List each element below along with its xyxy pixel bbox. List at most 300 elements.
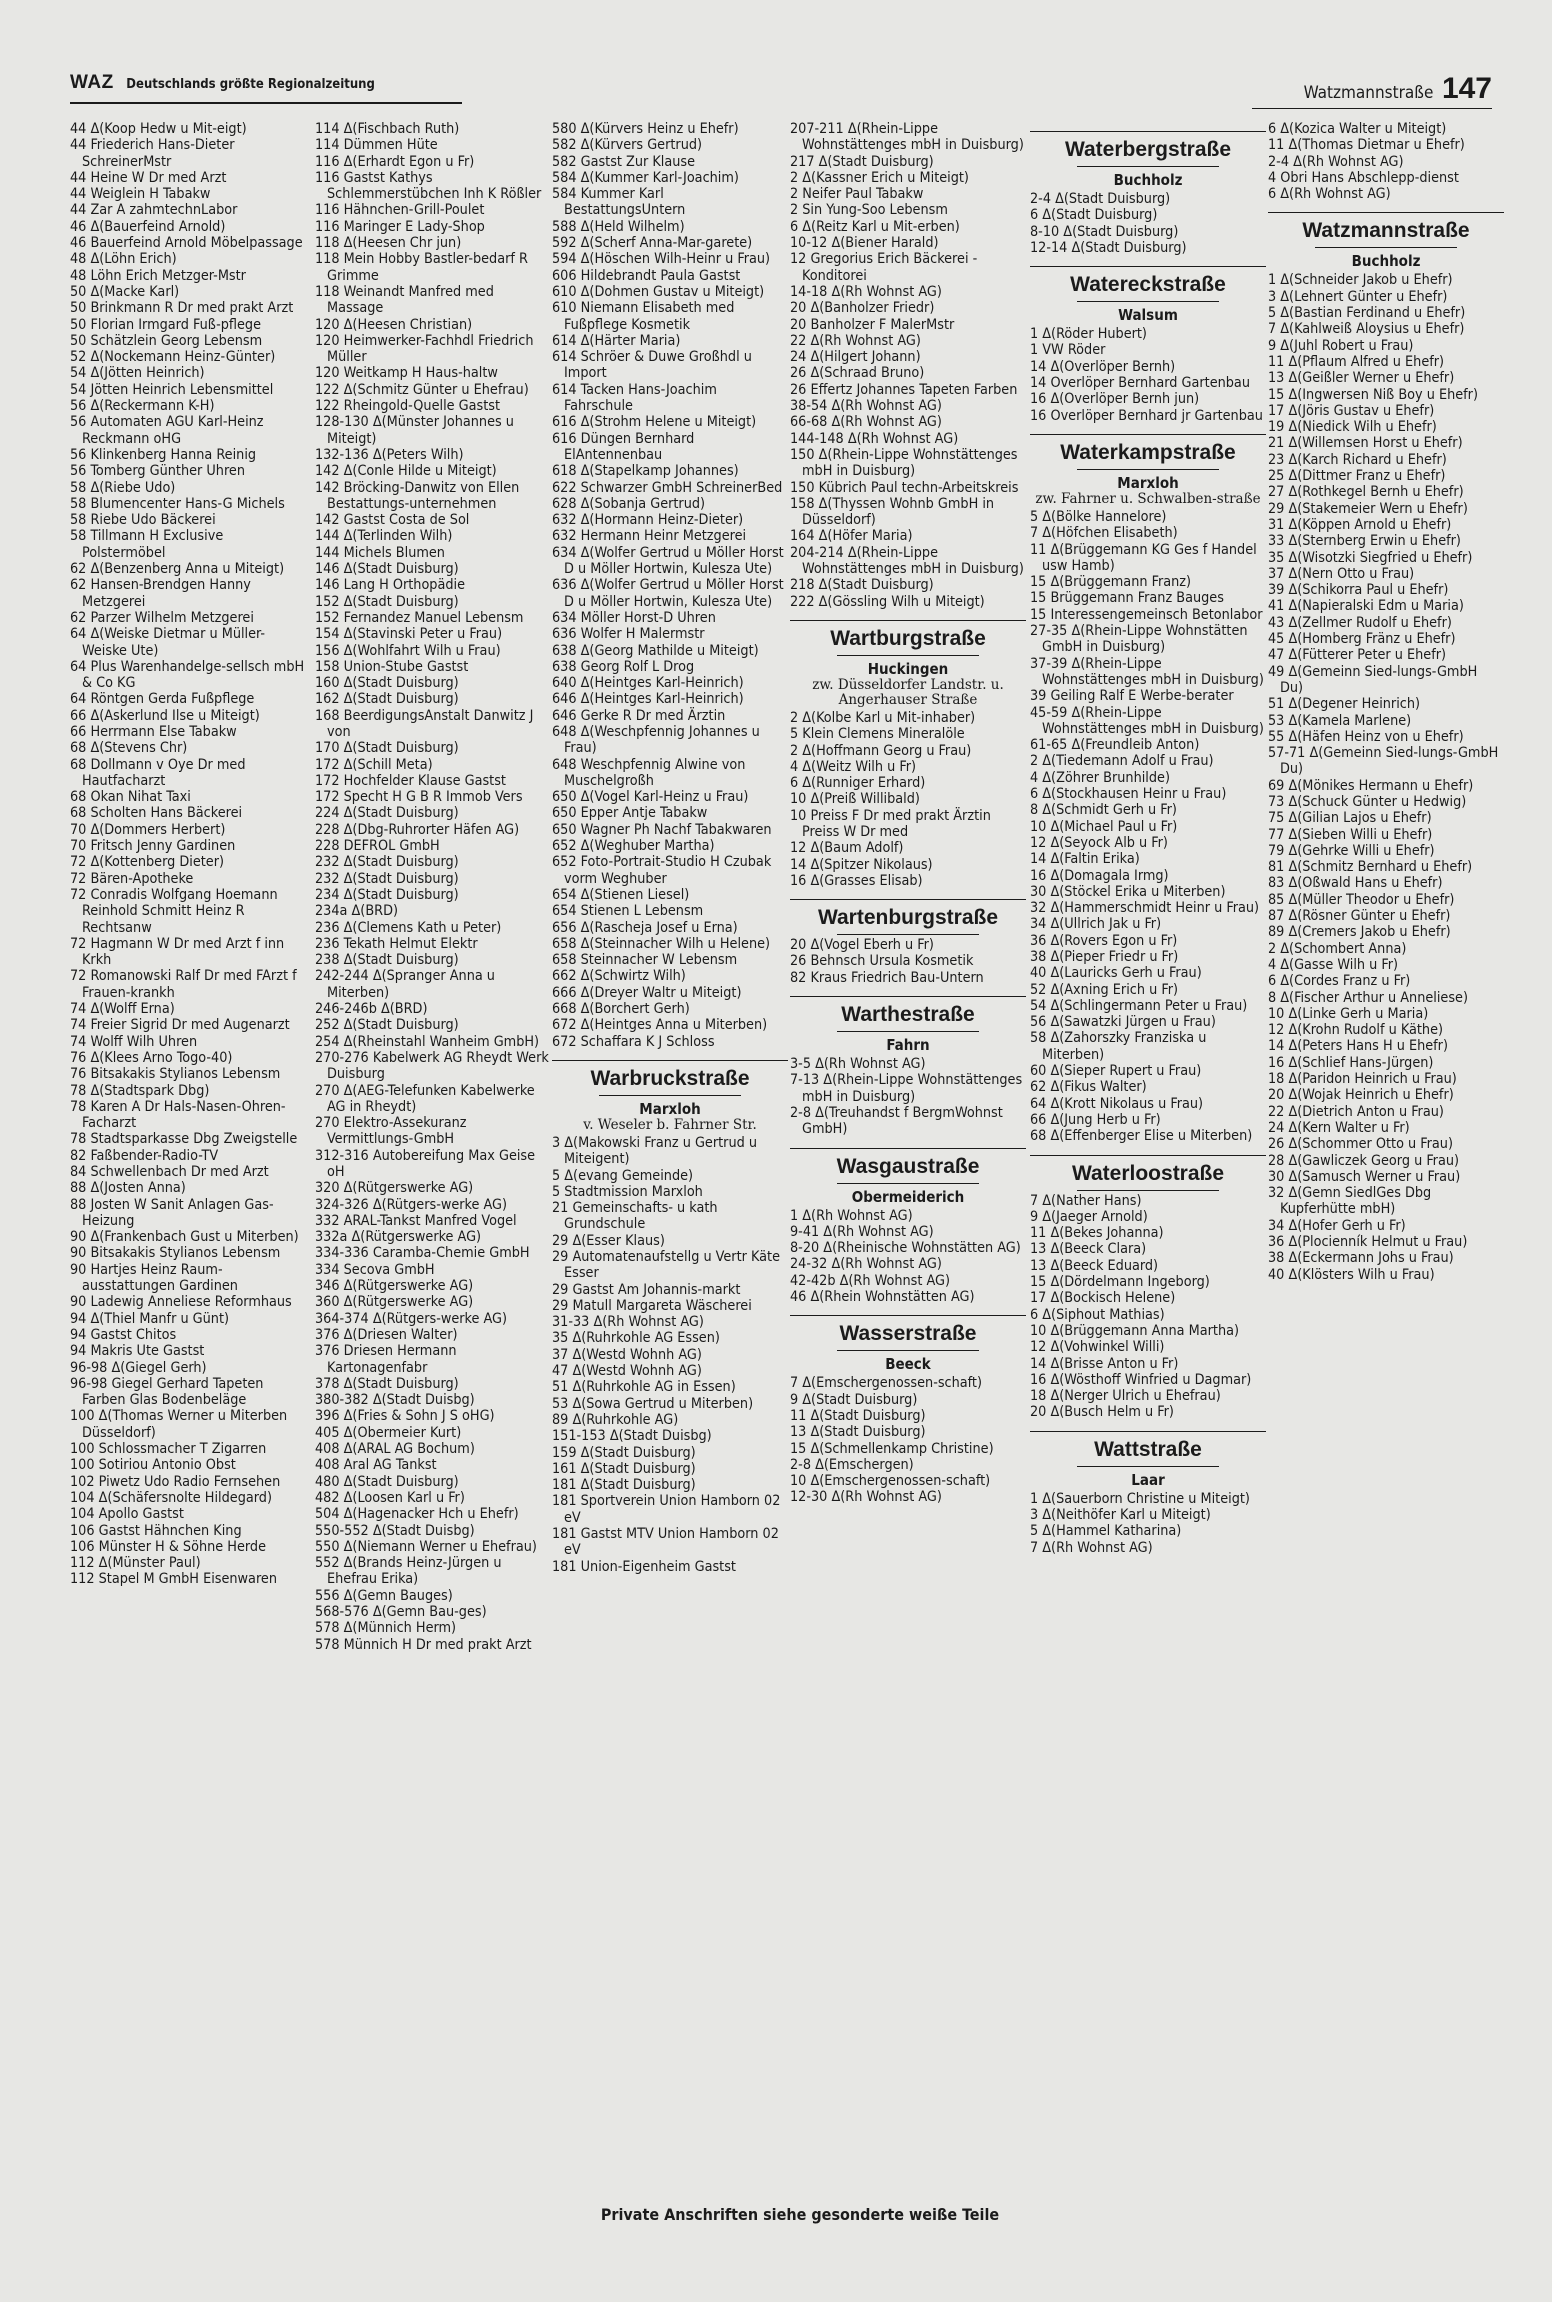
directory-entry: 35 Δ(Ruhrkohle AG Essen) [552, 1330, 720, 1347]
directory-entry: 64 Röntgen Gerda Fußpflege [70, 691, 255, 708]
directory-entry: 27 Δ(Rothkegel Bernh u Ehefr) [1268, 484, 1464, 501]
directory-entry: 234 Δ(Stadt Duisburg) [315, 886, 459, 903]
directory-entry: 12 Δ(Vohwinkel Willi) [1030, 1339, 1165, 1356]
directory-entry: 618 Δ(Stapelkamp Johannes) [552, 463, 739, 480]
directory-entry: 51 Δ(Degener Heinrich) [1268, 696, 1421, 713]
directory-entry: 646 Gerke R Dr med Ärztin [552, 707, 726, 724]
directory-entry: 15 Δ(Ingwersen Niß Boy u Ehefr) [1268, 386, 1478, 403]
directory-entry: 24 Δ(Hilgert Johann) [790, 349, 921, 366]
directory-entry: 2-8 Δ(Emschergen) [790, 1456, 914, 1473]
directory-entry: 87 Δ(Rösner Günter u Ehefr) [1268, 908, 1451, 925]
directory-entry: 242-244 Δ(Spranger Anna u Miterben) [315, 968, 495, 1001]
directory-entry: 650 Epper Antje Tabakw [552, 805, 708, 822]
directory-entry: 14 Δ(Peters Hans H u Ehefr) [1268, 1038, 1448, 1055]
directory-entry: 46 Δ(Bauerfeind Arnold) [70, 218, 226, 235]
column-3 [552, 121, 788, 1575]
directory-entry: 4 Δ(Gasse Wilh u Fr) [1268, 956, 1399, 973]
street-name: Waterbergstraße [1030, 131, 1266, 167]
directory-entry: 161 Δ(Stadt Duisburg) [552, 1460, 696, 1477]
directory-entry: 232 Δ(Stadt Duisburg) [315, 870, 459, 887]
directory-entry: 376 Δ(Driesen Walter) [315, 1326, 458, 1343]
directory-entry: 66-68 Δ(Rh Wohnst AG) [790, 414, 942, 431]
directory-entry: 70 Δ(Dommers Herbert) [70, 821, 226, 838]
directory-entry: 5 Δ(Bölke Hannelore) [1030, 508, 1167, 525]
directory-entry: 556 Δ(Gemn Bauges) [315, 1587, 453, 1604]
directory-entry: 312-316 Autobereifung Max Geise oH [315, 1147, 536, 1180]
directory-entry: 142 Bröcking-Danwitz von Ellen Bestattungs-unternehmen [315, 479, 520, 512]
directory-entry: 34 Δ(Ullrich Jak u Fr) [1030, 916, 1162, 933]
directory-entry: 116 Gastst Kathys Schlemmerstübchen Inh K Rößler [315, 169, 542, 203]
directory-entry: 5 Δ(Bastian Ferdinand u Ehefr) [1268, 305, 1466, 322]
directory-entry: 652 Foto-Portrait-Studio H Czubak vorm Weghuber [552, 854, 772, 887]
directory-entry: 114 Dümmen Hüte [315, 137, 438, 154]
directory-entry: 628 Δ(Sobanja Gertrud) [552, 495, 706, 512]
directory-entry: 32 Δ(Hammerschmidt Heinr u Frau) [1030, 900, 1260, 917]
directory-entry: 20 Δ(Vogel Eberh u Fr) [790, 937, 934, 954]
directory-entry: 12 Δ(Seyock Alb u Fr) [1030, 834, 1168, 851]
directory-entry: 94 Δ(Thiel Manfr u Günt) [70, 1310, 230, 1327]
directory-entry: 16 Overlöper Bernhard jr Gartenbau [1030, 407, 1263, 424]
directory-entry: 53 Δ(Kamela Marlene) [1268, 712, 1412, 729]
directory-entry: 646 Δ(Heintges Karl-Heinrich) [552, 691, 744, 708]
street-heading [1030, 1155, 1266, 1191]
directory-entry: 37-39 Δ(Rhein-Lippe Wohnstättenges mbH in Duisburg) [1030, 655, 1264, 688]
directory-entry: 228 Δ(Dbg-Ruhrorter Häfen AG) [315, 821, 520, 838]
directory-entry: 156 Δ(Wohlfahrt Wilh u Frau) [315, 642, 501, 659]
directory-entry: 672 Schaffara K J Schloss [552, 1033, 715, 1050]
directory-entry: 11 Δ(Bekes Johanna) [1030, 1225, 1164, 1242]
directory-entry: 652 Δ(Weghuber Martha) [552, 838, 715, 855]
district-name: Marxloh [639, 1099, 701, 1118]
directory-entry: 54 Δ(Jötten Heinrich) [70, 365, 205, 382]
column-6 [1268, 121, 1504, 1283]
directory-entry: 228 DEFROL GmbH [315, 838, 440, 855]
directory-entry: 15 Δ(Schmellenkamp Christine) [790, 1440, 994, 1457]
district-name: Buchholz [1351, 252, 1421, 271]
directory-entry: 14 Δ(Spitzer Nikolaus) [790, 856, 933, 873]
directory-entry: 181 Δ(Stadt Duisburg) [552, 1477, 696, 1494]
directory-entry: 132-136 Δ(Peters Wilh) [315, 446, 464, 463]
directory-entry: 2 Δ(Schombert Anna) [1268, 940, 1407, 957]
directory-entry: 376 Driesen Hermann Kartonagenfabr [315, 1343, 457, 1376]
directory-entry: 14-18 Δ(Rh Wohnst AG) [790, 283, 942, 300]
directory-entry: 70 Fritsch Jenny Gardinen [70, 838, 236, 855]
directory-entry: 62 Parzer Wilhelm Metzgerei [70, 609, 254, 626]
directory-entry: 29 Δ(Stakemeier Wern u Ehefr) [1268, 500, 1468, 517]
directory-entry: 90 Hartjes Heinz Raum-ausstattungen Gardinen [70, 1261, 238, 1295]
directory-entry: 12-14 Δ(Stadt Duisburg) [1030, 239, 1187, 256]
directory-entry: 82 Faßbender-Radio-TV [70, 1147, 219, 1164]
directory-entry: 8 Δ(Schmidt Gerh u Fr) [1030, 802, 1177, 819]
directory-entry: 25 Δ(Dittmer Franz u Ehefr) [1268, 468, 1446, 485]
directory-entry: 104 Apollo Gastst [70, 1506, 184, 1523]
directory-entry: 75 Δ(Gilian Lajos u Ehefr) [1268, 810, 1432, 827]
directory-entry: 638 Georg Rolf L Drog [552, 658, 695, 675]
directory-entry: 12 Δ(Krohn Rudolf u Käthe) [1268, 1022, 1444, 1039]
street-heading [790, 620, 1026, 708]
directory-entry: 650 Δ(Vogel Karl-Heinz u Frau) [552, 789, 749, 806]
directory-entry: 13 Δ(Beeck Eduard) [1030, 1257, 1159, 1274]
directory-entry: 270-276 Kabelwerk AG Rheydt Werk Duisburg [315, 1049, 549, 1083]
directory-entry: 648 Δ(Weschpfennig Johannes u Frau) [552, 723, 760, 757]
directory-entry: 39 Δ(Schikorra Paul u Ehefr) [1268, 582, 1449, 599]
directory-entry: 69 Δ(Mönikes Hermann u Ehefr) [1268, 777, 1474, 794]
directory-entry: 6 Δ(Reitz Karl u Mit-erben) [790, 218, 960, 235]
street-name: Wartenburgstraße [790, 899, 1026, 935]
directory-entry: 84 Schwellenbach Dr med Arzt [70, 1164, 269, 1180]
directory-entry: 17 Δ(Jöris Gustav u Ehefr) [1268, 402, 1435, 419]
directory-entry: 100 Δ(Thomas Werner u Miterben Düsseldorf) [70, 1408, 288, 1441]
directory-entry: 89 Δ(Ruhrkohle AG) [552, 1411, 679, 1428]
directory-entry: 68 Dollmann v Oye Dr med Hautfacharzt [70, 756, 246, 789]
directory-entry: 246-246b Δ(BRD) [315, 1001, 428, 1018]
directory-entry: 6 Δ(Runniger Erhard) [790, 775, 926, 792]
street-heading [1030, 266, 1266, 324]
directory-entry: 146 Δ(Stadt Duisburg) [315, 561, 459, 578]
directory-entry: 578 Münnich H Dr med prakt Arzt [315, 1636, 532, 1653]
directory-entry: 550 Δ(Niemann Werner u Ehefrau) [315, 1538, 537, 1555]
directory-entry: 15 Δ(Brüggemann Franz) [1030, 574, 1192, 591]
directory-entry: 46 Bauerfeind Arnold Möbelpassage [70, 235, 303, 252]
directory-entry: 14 Δ(Overlöper Bernh) [1030, 358, 1176, 375]
street-heading [790, 1148, 1026, 1206]
directory-entry: 594 Δ(Höschen Wilh-Heinr u Frau) [552, 251, 771, 268]
masthead-slogan: Deutschlands größte Regionalzeitung [126, 77, 375, 92]
directory-entry: 632 Δ(Hormann Heinz-Dieter) [552, 512, 744, 529]
directory-entry: 378 Δ(Stadt Duisburg) [315, 1375, 459, 1392]
directory-entry: 654 Δ(Stienen Liesel) [552, 886, 690, 903]
directory-entry: 90 Bitsakakis Stylianos Lebensm [70, 1245, 281, 1262]
directory-entry: 622 Schwarzer GmbH SchreinerBed [552, 479, 783, 496]
directory-entry: 5 Stadtmission Marxloh [552, 1183, 703, 1200]
directory-entry: 162 Δ(Stadt Duisburg) [315, 691, 459, 708]
directory-entry: 26 Effertz Johannes Tapeten Farben [790, 381, 1018, 398]
directory-entry: 3 Δ(Lehnert Günter u Ehefr) [1268, 288, 1448, 305]
directory-entry: 30 Δ(Stöckel Erika u Miterben) [1030, 883, 1226, 900]
directory-entry: 56 Automaten AGU Karl-Heinz Reckmann oHG [70, 414, 264, 447]
directory-entry: 552 Δ(Brands Heinz-Jürgen u Ehefrau Erika) [315, 1555, 502, 1588]
directory-entry: 122 Rheingold-Quelle Gastst [315, 398, 500, 415]
directory-entry: 27-35 Δ(Rhein-Lippe Wohnstätten GmbH in Duisburg) [1030, 623, 1248, 656]
directory-entry: 74 Wolff Wilh Uhren [70, 1033, 198, 1050]
directory-entry: 218 Δ(Stadt Duisburg) [790, 577, 934, 594]
column-2 [315, 121, 551, 1653]
directory-entry: 18 Δ(Paridon Heinrich u Frau) [1268, 1071, 1457, 1088]
directory-entry: 20 Δ(Busch Helm u Fr) [1030, 1404, 1174, 1421]
column-5 [1030, 121, 1266, 1556]
directory-entry: 5 Δ(evang Gemeinde) [552, 1167, 694, 1184]
directory-entry: 648 Weschpfennig Alwine von Muschelgroßh [552, 756, 746, 789]
directory-entry: 43 Δ(Zellmer Rudolf u Ehefr) [1268, 614, 1452, 631]
directory-entry: 42-42b Δ(Rh Wohnst AG) [790, 1272, 951, 1289]
directory-entry: 10 Δ(Brüggemann Anna Martha) [1030, 1322, 1240, 1339]
street-name: Warbruckstraße [552, 1060, 788, 1096]
directory-entry: 1 VW Röder [1030, 342, 1106, 359]
directory-entry: 58 Riebe Udo Bäckerei [70, 512, 216, 529]
directory-entry: 50 Florian Irmgard Fuß-pflege [70, 316, 262, 333]
directory-entry: 254 Δ(Rheinstahl Wanheim GmbH) [315, 1033, 540, 1050]
directory-entry: 614 Δ(Härter Maria) [552, 332, 681, 349]
directory-entry: 118 Mein Hobby Bastler-bedarf R Grimme [315, 251, 528, 284]
directory-entry: 10 Preiss F Dr med prakt Ärztin Preiss W Dr med [790, 807, 991, 840]
directory-entry: 656 Δ(Rascheja Josef u Erna) [552, 919, 738, 936]
directory-entry: 238 Δ(Stadt Duisburg) [315, 952, 459, 969]
directory-entry: 94 Makris Ute Gastst [70, 1343, 205, 1360]
directory-entry: 616 Düngen Bernhard ElAntennenbau [552, 430, 695, 463]
directory-entry: 53 Δ(Sowa Gertrud u Miterben) [552, 1395, 754, 1412]
directory-entry: 650 Wagner Ph Nachf Tabakwaren [552, 821, 772, 838]
directory-entry: 82 Kraus Friedrich Bau-Untern [790, 969, 984, 986]
directory-entry: 44 Zar A zahmtechnLabor [70, 202, 238, 219]
directory-entry: 224 Δ(Stadt Duisburg) [315, 805, 459, 822]
directory-entry: 21 Δ(Willemsen Horst u Ehefr) [1268, 435, 1463, 452]
directory-entry: 122 Δ(Schmitz Günter u Ehefrau) [315, 381, 529, 398]
directory-entry: 22 Δ(Rh Wohnst AG) [790, 332, 921, 349]
directory-entry: 120 Heimwerker-Fachhdl Friedrich Müller [315, 332, 534, 366]
directory-entry: 606 Hildebrandt Paula Gastst [552, 267, 741, 284]
directory-entry: 634 Möller Horst-D Uhren [552, 609, 716, 626]
district-name: Laar [1131, 1470, 1165, 1489]
street-heading [790, 996, 1026, 1054]
directory-entry: 10 Δ(Preiß Willibald) [790, 791, 920, 808]
directory-entry: 142 Gastst Costa de Sol [315, 512, 470, 529]
masthead [70, 72, 462, 104]
directory-entry: 73 Δ(Schuck Günter u Hedwig) [1268, 793, 1467, 810]
directory-entry: 154 Δ(Stavinski Peter u Frau) [315, 626, 503, 643]
directory-entry: 12 Δ(Baum Adolf) [790, 840, 904, 857]
directory-entry: 3 Δ(Makowski Franz u Gertrud u Miteigent) [552, 1134, 758, 1168]
directory-entry: 62 Hansen-Brendgen Hanny Metzgerei [70, 577, 251, 610]
directory-entry: 48 Δ(Löhn Erich) [70, 251, 177, 268]
directory-entry: 38 Δ(Pieper Friedr u Fr) [1030, 948, 1179, 965]
directory-entry: 112 Δ(Münster Paul) [70, 1555, 201, 1572]
directory-entry: 152 Fernandez Manuel Lebensm [315, 609, 524, 626]
street-heading [790, 899, 1026, 935]
directory-entry: 181 Gastst MTV Union Hamborn 02 eV [552, 1526, 779, 1559]
directory-entry: 160 Δ(Stadt Duisburg) [315, 675, 459, 692]
directory-entry: 66 Δ(Askerlund Ilse u Miteigt) [70, 707, 260, 724]
street-heading [1030, 131, 1266, 189]
directory-entry: 5 Δ(Hammel Katharina) [1030, 1523, 1182, 1540]
directory-entry: 26 Δ(Schraad Bruno) [790, 365, 925, 382]
directory-entry: 106 Gastst Hähnchen King [70, 1522, 242, 1539]
directory-entry: 14 Δ(Faltin Erika) [1030, 851, 1140, 868]
directory-entry: 170 Δ(Stadt Duisburg) [315, 740, 459, 757]
directory-entry: 29 Matull Margareta Wäscherei [552, 1297, 752, 1314]
directory-entry: 28 Δ(Gawliczek Georg u Frau) [1268, 1152, 1460, 1169]
directory-entry: 90 Δ(Frankenbach Gust u Miterben) [70, 1229, 299, 1246]
directory-entry: 96-98 Δ(Giegel Gerh) [70, 1359, 207, 1376]
directory-entry: 672 Δ(Heintges Anna u Miterben) [552, 1017, 768, 1034]
directory-entry: 24 Δ(Kern Walter u Fr) [1268, 1119, 1410, 1136]
column-1 [70, 121, 306, 1588]
directory-entry: 234a Δ(BRD) [315, 903, 399, 920]
directory-entry: 8-10 Δ(Stadt Duisburg) [1030, 223, 1179, 240]
directory-entry: 636 Wolfer H Malermstr [552, 626, 705, 643]
directory-entry: 76 Bitsakakis Stylianos Lebensm [70, 1066, 281, 1083]
directory-entry: 568-576 Δ(Gemn Bau-ges) [315, 1604, 487, 1621]
directory-entry: 150 Kübrich Paul techn-Arbeitskreis [790, 479, 1019, 496]
directory-entry: 5 Klein Clemens Mineralöle [790, 726, 965, 743]
directory-entry: 15 Brüggemann Franz Bauges [1030, 590, 1224, 607]
directory-entry: 32 Δ(Gemn SiedlGes Dbg Kupferhütte mbH) [1268, 1185, 1432, 1218]
directory-entry: 12 Gregorius Erich Bäckerei - Konditorei [790, 251, 978, 284]
directory-entry: 6 Δ(Cordes Franz u Fr) [1268, 973, 1411, 990]
directory-entry: 504 Δ(Hagenacker Hch u Ehefr) [315, 1506, 519, 1523]
street-name: Wattstraße [1030, 1431, 1266, 1467]
directory-entry: 11 Δ(Stadt Duisburg) [790, 1407, 926, 1424]
directory-entry: 181 Union-Eigenheim Gastst [552, 1558, 736, 1575]
directory-entry: 482 Δ(Loosen Karl u Fr) [315, 1489, 465, 1506]
directory-entry: 550-552 Δ(Stadt Duisbg) [315, 1522, 475, 1539]
directory-entry: 14 Overlöper Bernhard Gartenbau [1030, 375, 1250, 392]
directory-entry: 114 Δ(Fischbach Ruth) [315, 121, 460, 137]
directory-entry: 584 Δ(Kummer Karl-Joachim) [552, 169, 739, 186]
street-name: Wasserstraße [790, 1315, 1026, 1351]
directory-entry: 7 Δ(Emschergenossen-schaft) [790, 1375, 982, 1392]
masthead-brand: WAZ [70, 72, 114, 93]
directory-entry: 582 Gastst Zur Klause [552, 153, 696, 170]
directory-entry: 56 Tomberg Günther Uhren [70, 463, 246, 480]
directory-entry: 62 Δ(Benzenberg Anna u Miteigt) [70, 561, 285, 578]
directory-entry: 44 Weiglein H Tabakw [70, 186, 211, 203]
directory-entry: 12-30 Δ(Rh Wohnst AG) [790, 1489, 942, 1506]
directory-entry: 11 Δ(Thomas Dietmar u Ehefr) [1268, 137, 1465, 154]
directory-entry: 36 Δ(Plocienník Helmut u Frau) [1268, 1234, 1468, 1250]
directory-entry: 4 Δ(Weitz Wilh u Fr) [790, 758, 917, 775]
directory-entry: 88 Δ(Josten Anna) [70, 1180, 186, 1197]
directory-entry: 332a Δ(Rütgerswerke AG) [315, 1229, 482, 1246]
directory-entry: 668 Δ(Borchert Gerh) [552, 1001, 690, 1018]
directory-entry: 66 Δ(Jung Herb u Fr) [1030, 1111, 1161, 1128]
directory-entry: 334-336 Caramba-Chemie GmbH [315, 1245, 530, 1262]
directory-entry: 40 Δ(Lauricks Gerh u Frau) [1030, 965, 1202, 982]
directory-entry: 68 Scholten Hans Bäckerei [70, 805, 243, 822]
directory-entry: 10 Δ(Linke Gerh u Maria) [1268, 1005, 1429, 1022]
directory-entry: 582 Δ(Kürvers Gertrud) [552, 137, 703, 154]
street-heading [1030, 1431, 1266, 1489]
directory-entry: 58 Tillmann H Exclusive Polstermöbel [70, 528, 224, 561]
directory-entry: 26 Behnsch Ursula Kosmetik [790, 953, 974, 970]
directory-entry: 207-211 Δ(Rhein-Lippe Wohnstättenges mbH in Duisburg) [790, 121, 1024, 154]
directory-entry: 37 Δ(Westd Wohnh AG) [552, 1346, 702, 1363]
directory-entry: 222 Δ(Gössling Wilh u Miteigt) [790, 593, 985, 610]
district-name: Obermeiderich [851, 1187, 965, 1206]
directory-entry: 90 Ladewig Anneliese Reformhaus [70, 1294, 292, 1311]
directory-entry: 2-4 Δ(Stadt Duisburg) [1030, 191, 1171, 207]
directory-entry: 232 Δ(Stadt Duisburg) [315, 854, 459, 871]
directory-entry: 2 Neifer Paul Tabakw [790, 186, 924, 203]
directory-entry: 666 Δ(Dreyer Waltr u Miteigt) [552, 984, 742, 1001]
directory-entry: 52 Δ(Nockemann Heinz-Günter) [70, 349, 276, 366]
directory-entry: 164 Δ(Höfer Maria) [790, 528, 913, 545]
directory-entry: 29 Gastst Am Johannis-markt [552, 1281, 741, 1298]
directory-entry: 6 Δ(Stadt Duisburg) [1030, 207, 1158, 224]
directory-entry: 16 Δ(Schlief Hans-Jürgen) [1268, 1054, 1434, 1071]
directory-entry: 9-41 Δ(Rh Wohnst AG) [790, 1223, 934, 1240]
directory-entry: 16 Δ(Domagala Irmg) [1030, 867, 1169, 884]
directory-entry: 159 Δ(Stadt Duisburg) [552, 1444, 696, 1461]
street-heading [552, 1060, 788, 1133]
street-extent: zw. Düsseldorfer Landstr. u. Angerhauser Straße [812, 676, 1004, 708]
directory-entry: 83 Δ(Oßwald Hans u Ehefr) [1268, 875, 1443, 892]
page-number: 147 [1441, 72, 1492, 105]
directory-entry: 380-382 Δ(Stadt Duisbg) [315, 1392, 475, 1409]
directory-entry: 112 Stapel M GmbH Eisenwaren [70, 1571, 277, 1588]
street-name: Waterloostraße [1030, 1155, 1266, 1191]
directory-entry: 172 Specht H G B R Immob Vers [315, 789, 523, 806]
directory-entry: 45-59 Δ(Rhein-Lippe Wohnstättenges mbH in Duisburg) [1030, 704, 1264, 737]
directory-entry: 578 Δ(Münnich Herm) [315, 1620, 457, 1637]
directory-entry: 11 Δ(Pflaum Alfred u Ehefr) [1268, 353, 1445, 370]
directory-entry: 100 Sotiriou Antonio Obst [70, 1457, 236, 1474]
directory-entry: 51 Δ(Ruhrkohle AG in Essen) [552, 1379, 736, 1396]
directory-entry: 270 Δ(AEG-Telefunken Kabelwerke AG in Rheydt) [315, 1082, 535, 1115]
directory-entry: 320 Δ(Rütgerswerke AG) [315, 1180, 474, 1197]
street-heading [790, 1315, 1026, 1373]
directory-entry: 38-54 Δ(Rh Wohnst AG) [790, 398, 942, 415]
directory-entry: 9 Δ(Stadt Duisburg) [790, 1391, 918, 1408]
directory-entry: 78 Karen A Dr Hals-Nasen-Ohren-Facharzt [70, 1098, 286, 1132]
street-name: Wartburgstraße [790, 620, 1026, 656]
directory-entry: 60 Δ(Sieper Rupert u Frau) [1030, 1063, 1202, 1080]
column-4 [790, 121, 1026, 1506]
directory-entry: 168 BeerdigungsAnstalt Danwitz J von [315, 707, 534, 740]
running-head [1252, 72, 1492, 109]
directory-entry: 64 Δ(Weiske Dietmar u Müller-Weiske Ute) [70, 626, 266, 659]
district-name: Walsum [1118, 306, 1178, 325]
directory-entry: 2-4 Δ(Rh Wohnst AG) [1268, 153, 1404, 170]
directory-entry: 396 Δ(Fries & Sohn J S oHG) [315, 1408, 495, 1425]
directory-entry: 614 Tacken Hans-Joachim Fahrschule [552, 381, 717, 415]
directory-entry: 1 Δ(Röder Hubert) [1030, 326, 1147, 343]
directory-entry: 58 Blumencenter Hans-G Michels [70, 495, 285, 512]
directory-entry: 142 Δ(Conle Hilde u Miteigt) [315, 463, 497, 480]
directory-entry: 634 Δ(Wolfer Gertrud u Möller Horst D u Möller Hortwin, Kulesza Ute) [552, 544, 784, 578]
directory-entry: 74 Freier Sigrid Dr med Augenarzt [70, 1017, 290, 1034]
directory-entry: 151-153 Δ(Stadt Duisbg) [552, 1428, 712, 1445]
district-name: Beeck [885, 1355, 931, 1374]
directory-entry: 29 Automatenaufstellg u Vertr Käte Esser [552, 1249, 780, 1282]
directory-entry: 36 Δ(Rovers Egon u Fr) [1030, 932, 1178, 949]
directory-entry: 54 Jötten Heinrich Lebensmittel [70, 381, 274, 398]
directory-entry: 50 Schätzlein Georg Lebensm [70, 332, 263, 349]
directory-entry: 144 Δ(Terlinden Wilh) [315, 528, 453, 545]
directory-entry: 37 Δ(Nern Otto u Frau) [1268, 565, 1415, 582]
directory-entry: 638 Δ(Georg Mathilde u Miteigt) [552, 642, 759, 659]
directory-entry: 152 Δ(Stadt Duisburg) [315, 593, 459, 610]
street-extent: v. Weseler b. Fahrner Str. [583, 1116, 757, 1133]
street-name: Watereckstraße [1030, 266, 1266, 302]
directory-entry: 30 Δ(Samusch Werner u Frau) [1268, 1168, 1461, 1185]
district-name: Huckingen [867, 659, 949, 678]
directory-entry: 334 Secova GmbH [315, 1261, 435, 1278]
directory-entry: 8 Δ(Fischer Arthur u Anneliese) [1268, 989, 1468, 1006]
directory-entry: 56 Klinkenberg Hanna Reinig [70, 446, 257, 463]
directory-entry: 31-33 Δ(Rh Wohnst AG) [552, 1314, 704, 1331]
street-name: Warthestraße [790, 996, 1026, 1032]
directory-entry: 72 Conradis Wolfgang Hoemann Reinhold Schmitt Heinz R Rechtsanw [70, 886, 278, 936]
directory-entry: 610 Niemann Elisabeth med Fußpflege Kosmetik [552, 300, 735, 333]
directory-entry: 39 Geiling Ralf E Werbe-berater [1030, 688, 1234, 705]
directory-entry: 364-374 Δ(Rütgers-werke AG) [315, 1310, 508, 1327]
directory-entry: 11 Δ(Brüggemann KG Ges f Handel usw Hamb) [1030, 541, 1257, 574]
directory-entry: 217 Δ(Stadt Duisburg) [790, 153, 934, 170]
directory-entry: 7 Δ(Kahlweiß Aloysius u Ehefr) [1268, 321, 1465, 338]
directory-entry: 58 Δ(Riebe Udo) [70, 479, 176, 496]
directory-entry: 120 Weitkamp H Haus-haltw [315, 365, 498, 382]
directory-entry: 55 Δ(Häfen Heinz von u Ehefr) [1268, 728, 1464, 745]
